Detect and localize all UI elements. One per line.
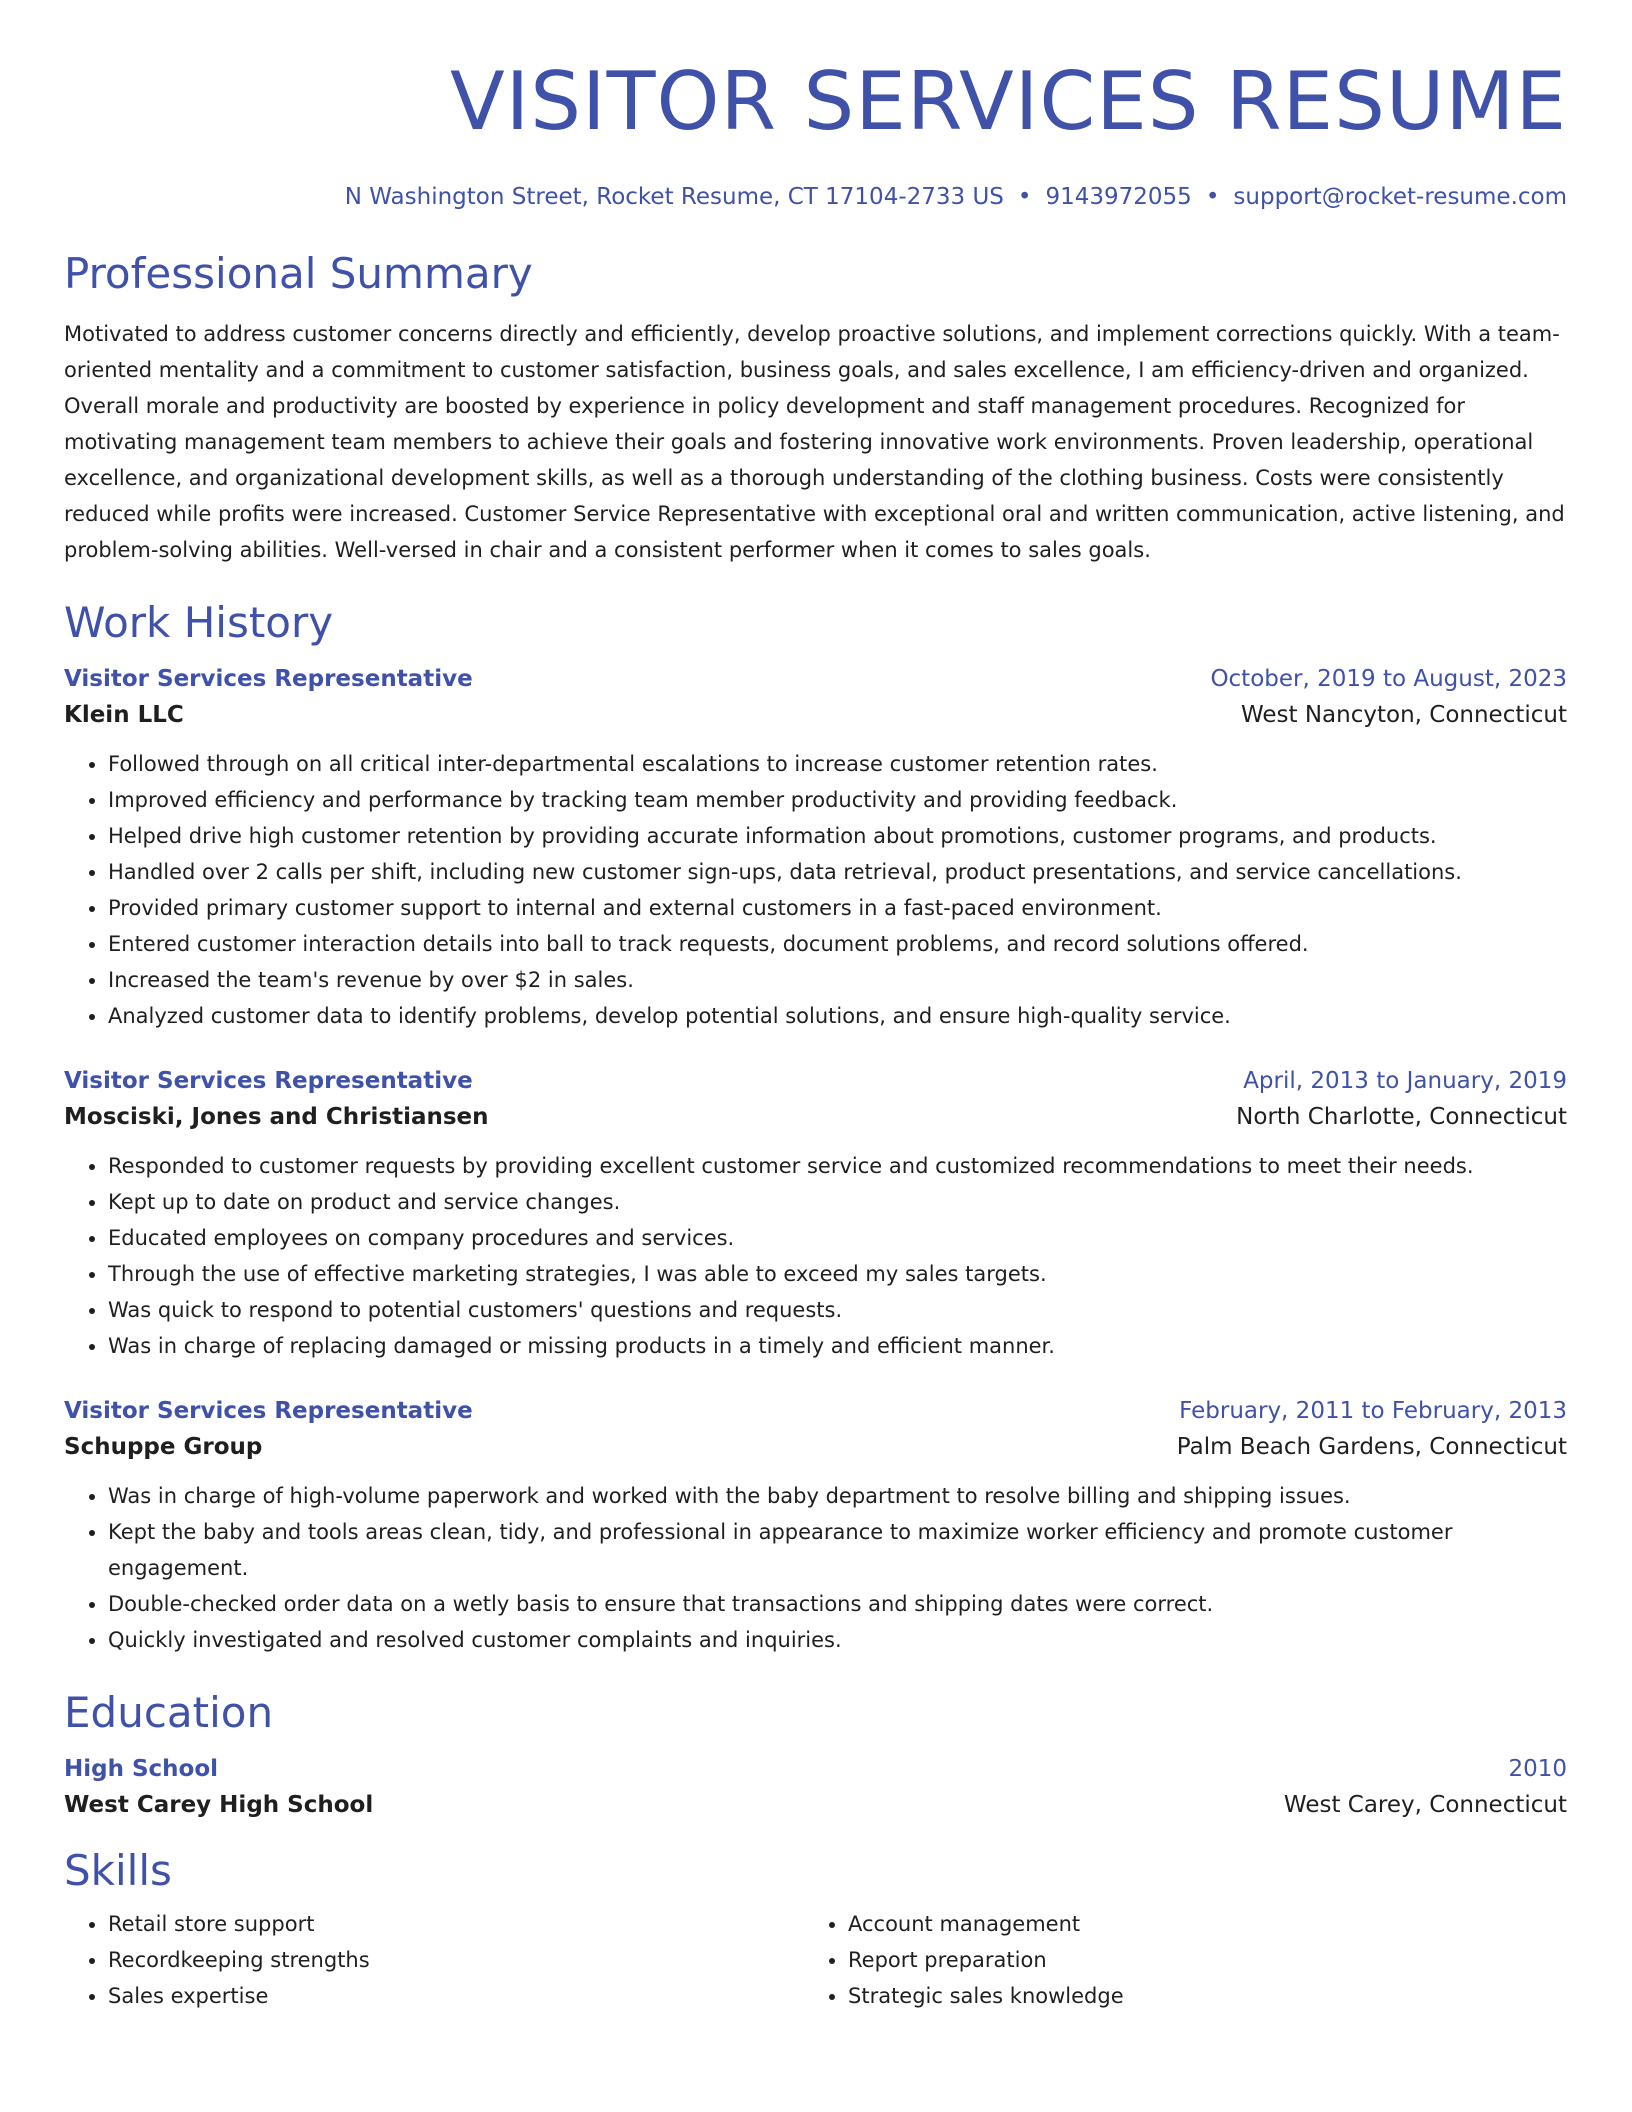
contact-phone: 9143972055 [1045,184,1192,210]
job-bullet: • Kept the baby and tools areas clean, tidy, and professional in appearance to maximize worker efficiency and promote customer engagement. [108,1514,1567,1586]
job-bullet: • Quickly investigated and resolved customer complaints and inquiries. [108,1622,1567,1658]
job-bullets [64,746,1567,1034]
job-bullet: • Was quick to respond to potential customers' questions and requests. [108,1292,1567,1328]
job-location: West Nancyton, Connecticut [1240,702,1567,728]
job-entry [64,1394,1567,1658]
education-degree: High School [64,1756,219,1782]
contact-separator: • [1017,184,1032,210]
skill-item: • Retail store support [108,1906,804,1942]
skill-item: • Recordkeeping strengths [108,1942,804,1978]
work-history-heading: Work History [64,598,334,647]
summary-heading: Professional Summary [64,249,533,298]
job-employer: Mosciski, Jones and Christiansen [64,1104,489,1130]
job-bullet: • Handled over 2 calls per shift, including new customer sign-ups, data retrieval, product presentations, and service cancellations. [108,854,1567,890]
job-bullet: • Helped drive high customer retention by providing accurate information about promotions, customer programs, and products. [108,818,1567,854]
job-dates: February, 2011 to February, 2013 [1179,1398,1567,1424]
job-bullet: • Kept up to date on product and service changes. [108,1184,1567,1220]
summary-text: Motivated to address customer concerns directly and efficiently, develop proactive solutions, and implement corrections quickly. With a team-oriented mentality and a commitment to customer satisfaction, business goals, and sales excellence, I am efficiency-driven and organized. Overall morale and productivity are boosted by experience in policy development and staff management procedures. Recognized for motivating management team members to achieve their goals and fostering innovative work environments. Proven leadership, operational excellence, and organizational development skills, as well as a thorough understanding of the clothing business. Costs were consistently reduced while profits were increased. Customer Service Representative with exceptional oral and written communication, active listening, and problem-solving abilities. Well-versed in chair and a consistent performer when it comes to sales goals. [64,322,1565,562]
job-bullet: • Educated employees on company procedures and services. [108,1220,1567,1256]
education-location: West Carey, Connecticut [1283,1792,1567,1818]
job-employer: Schuppe Group [64,1434,263,1460]
education-heading: Education [64,1688,274,1737]
skills-heading: Skills [64,1846,172,1895]
job-location: Palm Beach Gardens, Connecticut [1176,1434,1567,1460]
resume-title: VISITOR SERVICES RESUME [449,55,1567,148]
skill-item: • Account management [848,1906,1544,1942]
job-bullet: • Was in charge of replacing damaged or missing products in a timely and efficient manner. [108,1328,1567,1364]
skill-item: • Report preparation [848,1942,1544,1978]
contact-line [64,182,1567,212]
job-bullet: • Increased the team's revenue by over $2 in sales. [108,962,1567,998]
job-bullet: • Analyzed customer data to identify problems, develop potential solutions, and ensure high-quality service. [108,998,1567,1034]
skills-grid [64,1906,1567,2014]
job-location: North Charlotte, Connecticut [1236,1104,1567,1130]
job-bullet: • Responded to customer requests by providing excellent customer service and customized recommendations to meet their needs. [108,1148,1567,1184]
job-bullet: • Improved efficiency and performance by tracking team member productivity and providing feedback. [108,782,1567,818]
job-bullet: • Double-checked order data on a wetly basis to ensure that transactions and shipping dates were correct. [108,1586,1567,1622]
job-title: Visitor Services Representative [64,1068,473,1094]
job-entry [64,662,1567,1034]
job-entry [64,1064,1567,1364]
education-year: 2010 [1508,1756,1567,1782]
education-entry [64,1752,1567,1824]
job-bullet: • Entered customer interaction details into ball to track requests, document problems, and record solutions offered. [108,926,1567,962]
skills-column-right [804,1906,1544,2014]
contact-email: support@rocket-resume.com [1233,184,1567,210]
job-bullets [64,1478,1567,1658]
job-title: Visitor Services Representative [64,1398,473,1424]
job-title: Visitor Services Representative [64,666,473,692]
job-dates: April, 2013 to January, 2019 [1243,1068,1567,1094]
job-employer: Klein LLC [64,702,184,728]
skills-column-left [64,1906,804,2014]
contact-separator: • [1205,184,1220,210]
skill-item: • Strategic sales knowledge [848,1978,1544,2014]
job-bullet: • Was in charge of high-volume paperwork and worked with the baby department to resolve billing and shipping issues. [108,1478,1567,1514]
job-bullets [64,1148,1567,1364]
job-bullet: • Through the use of effective marketing strategies, I was able to exceed my sales targets. [108,1256,1567,1292]
job-bullet: • Followed through on all critical inter-departmental escalations to increase customer retention rates. [108,746,1567,782]
skill-item: • Sales expertise [108,1978,804,2014]
education-school: West Carey High School [64,1792,374,1818]
job-dates: October, 2019 to August, 2023 [1210,666,1567,692]
job-bullet: • Provided primary customer support to internal and external customers in a fast-paced environment. [108,890,1567,926]
contact-address: N Washington Street, Rocket Resume, CT 17104-2733 US [344,184,1004,210]
